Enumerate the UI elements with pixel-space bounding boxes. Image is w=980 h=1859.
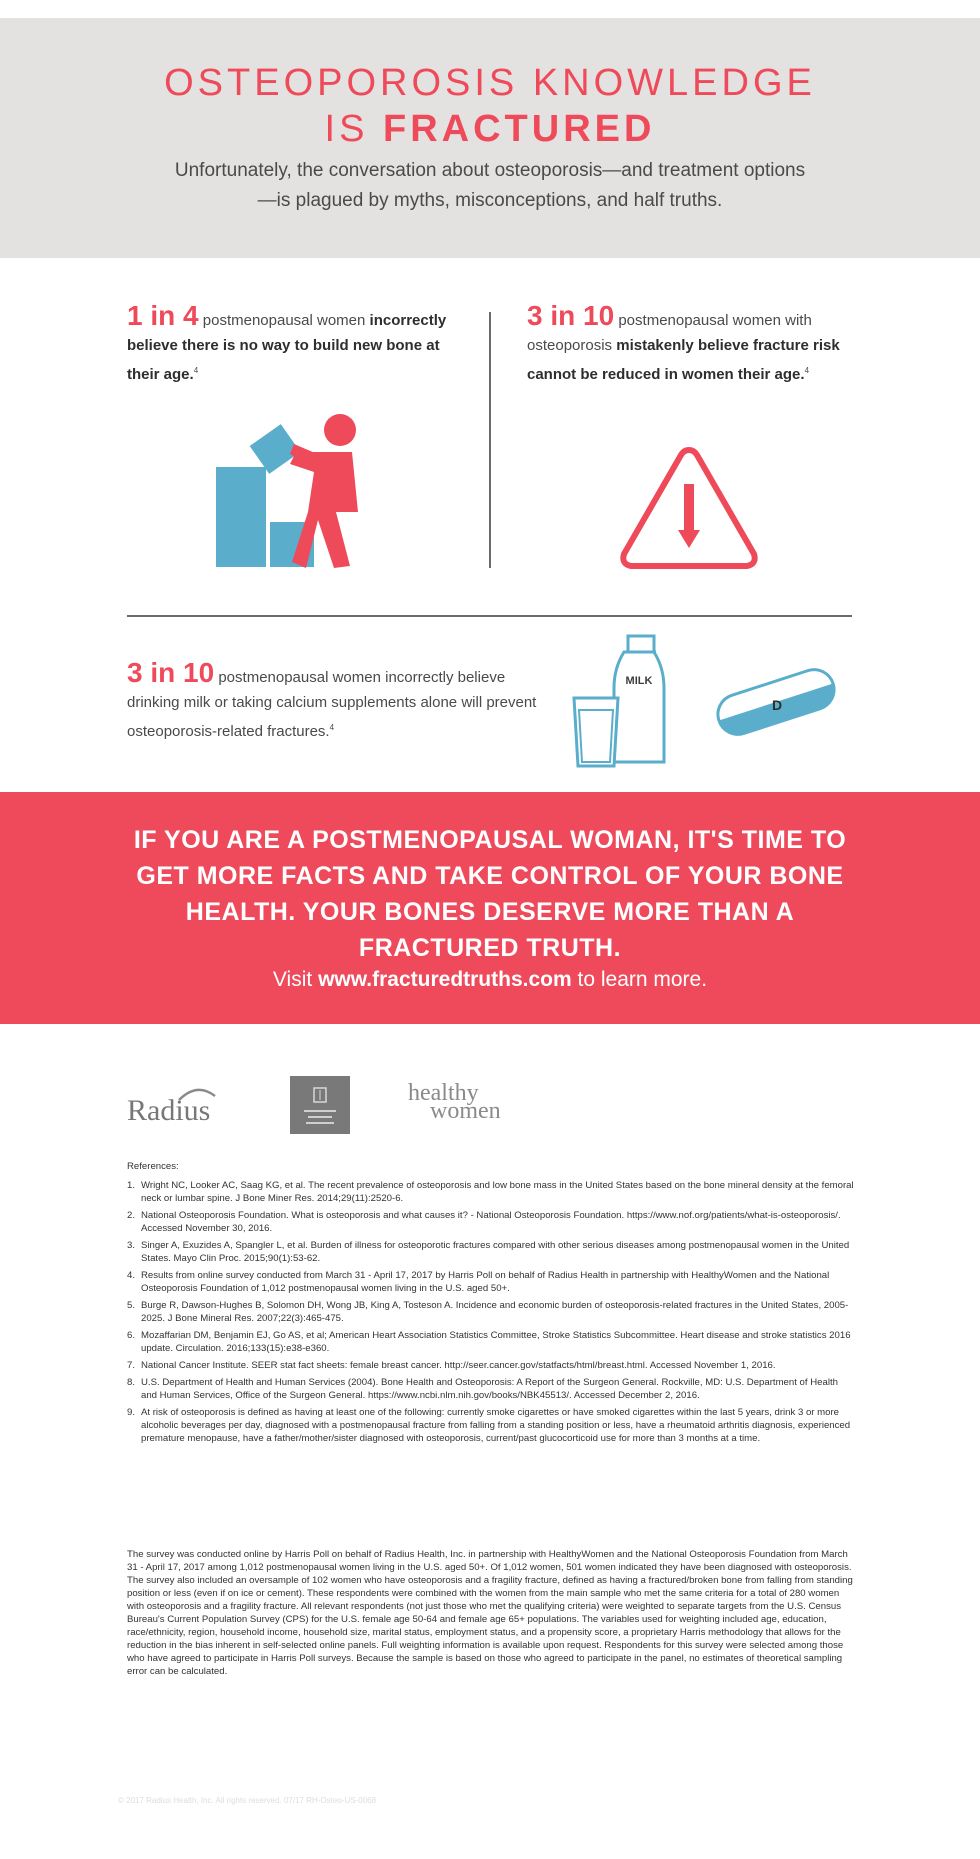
- milk-bottle: [614, 636, 664, 762]
- block-tall: [216, 467, 266, 567]
- stat-figure: 3 in 10: [127, 657, 215, 688]
- radius-logo: Radius: [127, 1094, 210, 1128]
- milk-label: MILK: [625, 675, 653, 687]
- nof-logo: [290, 1076, 350, 1134]
- reference-item: 3. Singer A, Exuzides A, Spangler L, et al. Burden of illness for osteoporotic fractures compared with other serious diseases among postmenopausal women in the United States. Mayo Clin Proc. 2015;90(1):53-62.: [127, 1240, 850, 1264]
- stat-footnote: 4: [329, 723, 335, 732]
- references-heading: References:: [127, 1161, 179, 1172]
- warning-triangle-icon: [618, 444, 760, 574]
- reference-item: 9. At risk of osteoporosis is defined as having at least one of the following: currently smoke cigarettes or have smoked cigarettes within the last 5 years, drink 3 or more alcoholic beverages per day, diagnosed with a postmenopausal fracture from falling from a standing position or less, have a rheumatoid arthritis diagnosis, experienced premature menopause, have a father/mother/sister diagnosed with osteoporosis, current/past glucocorticoid use for more than 3 months at a time.: [127, 1407, 851, 1444]
- visit-suffix: to learn more.: [577, 968, 708, 991]
- copyright-line: © 2017 Radius Health, Inc. All rights reserved. 07/17 RH-Osteo-US-0068: [118, 1796, 377, 1805]
- horizontal-divider: [127, 615, 852, 617]
- stat-figure: 1 in 4: [127, 300, 199, 331]
- radius-swoosh-icon: [177, 1086, 217, 1102]
- stat-block-3: [127, 657, 547, 744]
- vitamin-d-capsule-icon: [706, 660, 846, 744]
- reference-item: 8. U.S. Department of Health and Human Services (2004). Bone Health and Osteoporosis: A Report of the Surgeon General. Rockville, MD: U.S. Department of Health and Human Services, Office of the Surgeon General. https://www.ncbi.nlm.nih.gov/books/NBK45513/. Accessed December 2, 2016.: [127, 1377, 838, 1401]
- reference-item: 2. National Osteoporosis Foundation. What is osteoporosis and what causes it? - National Osteoporosis Foundation. https://www.nof.org/patients/what-is-osteoporosis/. Accessed November 30, 2016.: [127, 1210, 841, 1234]
- stat-claim: incorrectly believe there is no way to build new bone at their age.: [127, 312, 447, 383]
- vertical-divider: [489, 312, 491, 568]
- stat-claim: postmenopausal women incorrectly believe drinking milk or taking calcium supplements alone will prevent osteoporosis-related fractures.: [127, 669, 537, 740]
- title-prefix: IS: [324, 108, 369, 150]
- header-panel: [0, 18, 980, 258]
- reference-item: 4. Results from online survey conducted from March 31 - April 17, 2017 by Harris Poll on behalf of Radius Health in partnership with HealthyWomen and the National Osteoporosis Foundation of 1,012 postmenopausal women living in the U.S. aged 50+.: [127, 1270, 830, 1294]
- stat-block-2: [527, 300, 847, 387]
- visit-prefix: Visit: [272, 968, 313, 991]
- healthywomen-logo: [408, 1080, 501, 1124]
- survey-methodology-note: The survey was conducted online by Harris Poll on behalf of Radius Health, Inc. in partnership with HealthyWomen and the National Osteoporosis Foundation from March 31 - April 17, 2017 among 1,012 postmenopausal women living in the U.S. aged 50+. Of 1,012 women, 501 women indicated they have been diagnosed with osteoporosis. The survey also included an oversample of 102 women who have osteoporosis and a fragility fracture, defined as having a fractured/broken bone from falling from standing position or less (even if on ice or cement). These respondents were combined with the women from the main sample who met the same criteria for a total of 280 women with osteoporosis and a fragility fracture. All relevant respondents (not just those who met the qualifying criteria) were weighted to separate targets from the U.S. Census Bureau's Current Population Survey (CPS) for the U.S. female age 50-64 and female age 65+ populations. The variables used for weighting included age, education, race/ethnicity, region, household income, household size, marital status, employment status, and a propensity score, a proprietary Harris methodology that allows for the reduction in the bias inherent in self-selected online panels. Full weighting information is available upon request. Respondents for this survey were selected among those who have agreed to participate in Harris Poll surveys. Because the sample is based on those who agreed to participate in the panel, no estimates of theoretical sampling error can be calculated.: [127, 1549, 853, 1677]
- reference-item: 5. Burge R, Dawson-Hughes B, Solomon DH, Wong JB, King A, Tosteson A. Incidence and economic burden of osteoporosis-related fractures in the United States, 2005-2025. J Bone Mineral Res. 2007;22(3):465-475.: [127, 1300, 849, 1324]
- reference-item: 1. Wright NC, Looker AC, Saag KG, et al. The recent prevalence of osteoporosis and low bone mass in the United States based on the bone mineral density at the femoral neck or lumbar spine. J Bone Miner Res. 2014;29(11):2520-6.: [127, 1180, 854, 1204]
- healthywomen-line1: healthy: [408, 1080, 479, 1106]
- visit-line: [0, 968, 980, 992]
- website-link[interactable]: www.fracturedtruths.com: [318, 968, 572, 991]
- person-head: [324, 414, 356, 446]
- stat-lead: postmenopausal women: [202, 312, 366, 329]
- nof-emblem-icon: [290, 1076, 350, 1134]
- stat-figure: 3 in 10: [527, 300, 615, 331]
- stat-footnote: 4: [193, 366, 199, 375]
- page-subtitle: Unfortunately, the conversation about osteoporosis—and treatment options—is plagued by myths, misconceptions, and half truths.: [174, 160, 806, 211]
- stat-footnote: 4: [804, 366, 810, 375]
- references-section: [127, 1160, 855, 1449]
- vitamin-d-label: D: [772, 697, 783, 713]
- banner-message: IF YOU ARE A POSTMENOPAUSAL WOMAN, IT'S TIME TO GET MORE FACTS AND TAKE CONTROL OF YOUR BONE HEALTH. YOUR BONES DESERVE MORE THAN A FRACTURED TRUTH.: [133, 826, 847, 962]
- stat-block-1: [127, 300, 447, 387]
- page-title-line1: OSTEOPOROSIS KNOWLEDGE: [164, 62, 816, 104]
- page-title-line2: [0, 108, 980, 151]
- reference-item: 6. Mozaffarian DM, Benjamin EJ, Go AS, et al; American Heart Association Statistics Committee, Stroke Statistics Subcommittee. Heart disease and stroke statistics 2016 update. Circulation. 2016;133(15):e38-e360.: [127, 1330, 851, 1354]
- call-to-action-banner: [0, 792, 980, 1024]
- milk-bottle-glass-icon: [568, 632, 668, 770]
- stat-lead: postmenopausal women with osteoporosis: [527, 312, 812, 354]
- stat-claim: mistakenly believe fracture risk cannot be reduced in women their age.: [527, 337, 840, 383]
- reference-item: 7. National Cancer Institute. SEER stat fact sheets: female breast cancer. http://seer.cancer.gov/statfacts/html/breast.html. Accessed November 1, 2016.: [127, 1360, 776, 1371]
- healthywomen-line2: women: [430, 1098, 501, 1124]
- person-body: [290, 452, 358, 568]
- person-stacking-blocks-icon: [210, 412, 365, 572]
- title-emphasis: FRACTURED: [383, 108, 656, 150]
